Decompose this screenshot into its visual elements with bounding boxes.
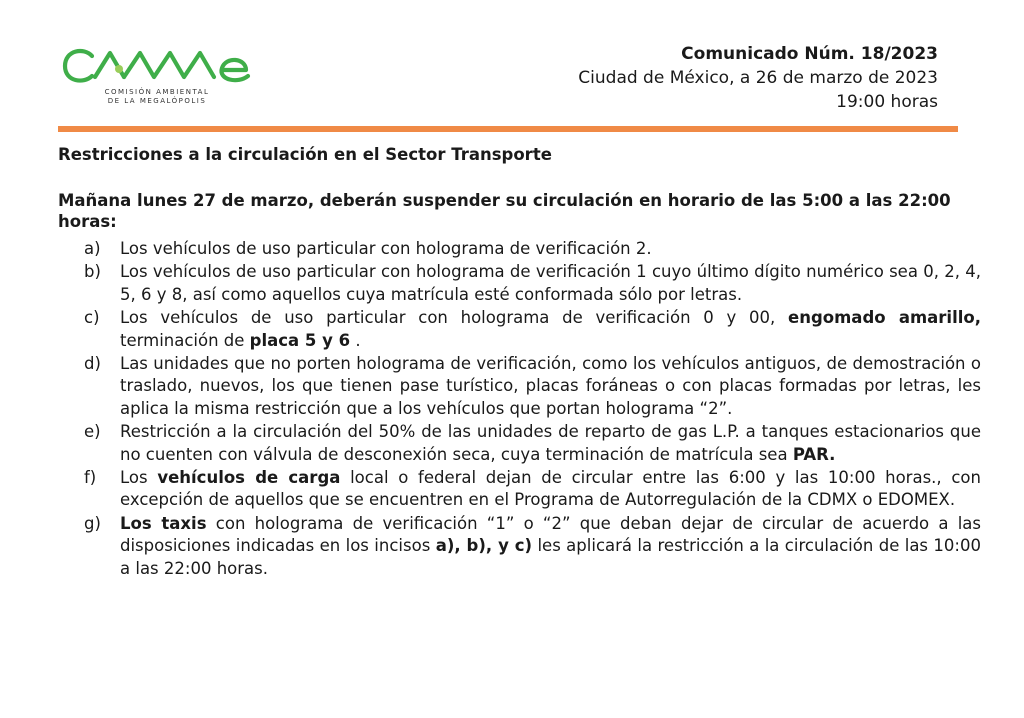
release-time: 19:00 horas bbox=[836, 92, 938, 112]
item-text: Los vehículos de uso particular con holograma de verificación 2. bbox=[120, 239, 652, 258]
item-text-part: . bbox=[355, 330, 361, 350]
item-text-bold: PAR. bbox=[792, 444, 836, 464]
item-text-bold: placa 5 y 6 bbox=[249, 330, 351, 350]
item-text-part: Restricción a la circulación del 50% de las unidades de reparto de gas L.P. a tanques estacionarios que no cuenten con válvula de desconexión seca, cuya terminación de matrícula sea bbox=[120, 422, 981, 464]
lead-paragraph: Mañana lunes 27 de marzo, deberán suspender su circulación en horario de las 5:00 a las 22:00 horas: bbox=[58, 191, 951, 231]
item-text-bold: a), b), y c) bbox=[435, 536, 533, 556]
comunicado-number: Comunicado Núm. 18/2023 bbox=[681, 44, 938, 64]
restriction-list bbox=[84, 238, 981, 581]
section-title: Restricciones a la circulación en el Sector Transporte bbox=[58, 145, 552, 164]
item-text-bold: Los taxis bbox=[120, 513, 207, 533]
item-text-part: les aplicará la restricción a la circulación de las 10:00 a las 22:00 horas. bbox=[120, 536, 981, 578]
list-item-c bbox=[84, 307, 981, 352]
list-item-a bbox=[84, 238, 981, 260]
item-text-part: local o federal dejan de circular entre las 6:00 y las 10:00 horas., con excepción de aquellos que se encuentren en el Programa de Autorregulación de la CDMX o EDOMEX. bbox=[120, 468, 981, 510]
item-marker: g) bbox=[84, 513, 101, 533]
list-item-f bbox=[84, 467, 981, 512]
item-marker: a) bbox=[84, 239, 101, 258]
logo-dot-icon bbox=[115, 65, 123, 73]
list-item-d bbox=[84, 353, 981, 420]
list-item-g bbox=[84, 513, 981, 580]
place-date: Ciudad de México, a 26 de marzo de 2023 bbox=[578, 68, 938, 88]
item-marker: e) bbox=[84, 422, 101, 442]
item-text bbox=[120, 421, 981, 466]
list-item-e bbox=[84, 421, 981, 466]
item-text: Las unidades que no porten holograma de verificación, como los vehículos antiguos, de demostración o traslado, nuevos, los que tienen pase turístico, placas foráneas o con placas formadas por letras, les aplica la misma restricción que a los vehículos que portan holograma “2”. bbox=[120, 354, 981, 418]
item-text bbox=[120, 307, 981, 352]
item-text-part: terminación de bbox=[120, 330, 245, 350]
item-text bbox=[120, 467, 981, 512]
item-marker: f) bbox=[84, 468, 97, 488]
logo-org-name bbox=[97, 88, 217, 106]
item-text bbox=[120, 513, 981, 580]
item-text-part: con holograma de verificación “1” o “2” que deban dejar de circular de acuerdo a las disposiciones indicadas en los incisos bbox=[120, 513, 981, 556]
item-marker: b) bbox=[84, 262, 101, 282]
item-text-part: Los vehículos de uso particular con holograma de verificación 0 y 00, bbox=[120, 308, 776, 328]
item-text: Los vehículos de uso particular con holograma de verificación 1 cuyo último dígito numérico sea 0, 2, 4, 5, 6 y 8, así como aquellos cuya matrícula esté conformada sólo por letras. bbox=[120, 262, 981, 304]
header-meta bbox=[578, 42, 938, 114]
item-text-bold: vehículos de carga bbox=[157, 468, 341, 488]
came-logo bbox=[62, 44, 252, 112]
list-item-b bbox=[84, 261, 981, 306]
logo-org-line-2: DE LA MEGALÓPOLIS bbox=[107, 97, 207, 105]
item-text-bold: engomado amarillo, bbox=[788, 308, 981, 328]
logo-org-line-1: COMISIÓN AMBIENTAL bbox=[104, 88, 210, 96]
came-logo-mark bbox=[62, 44, 252, 88]
item-marker: c) bbox=[84, 308, 100, 328]
accent-rule bbox=[58, 126, 958, 132]
item-marker: d) bbox=[84, 354, 101, 374]
item-text-part: Los bbox=[120, 468, 148, 488]
